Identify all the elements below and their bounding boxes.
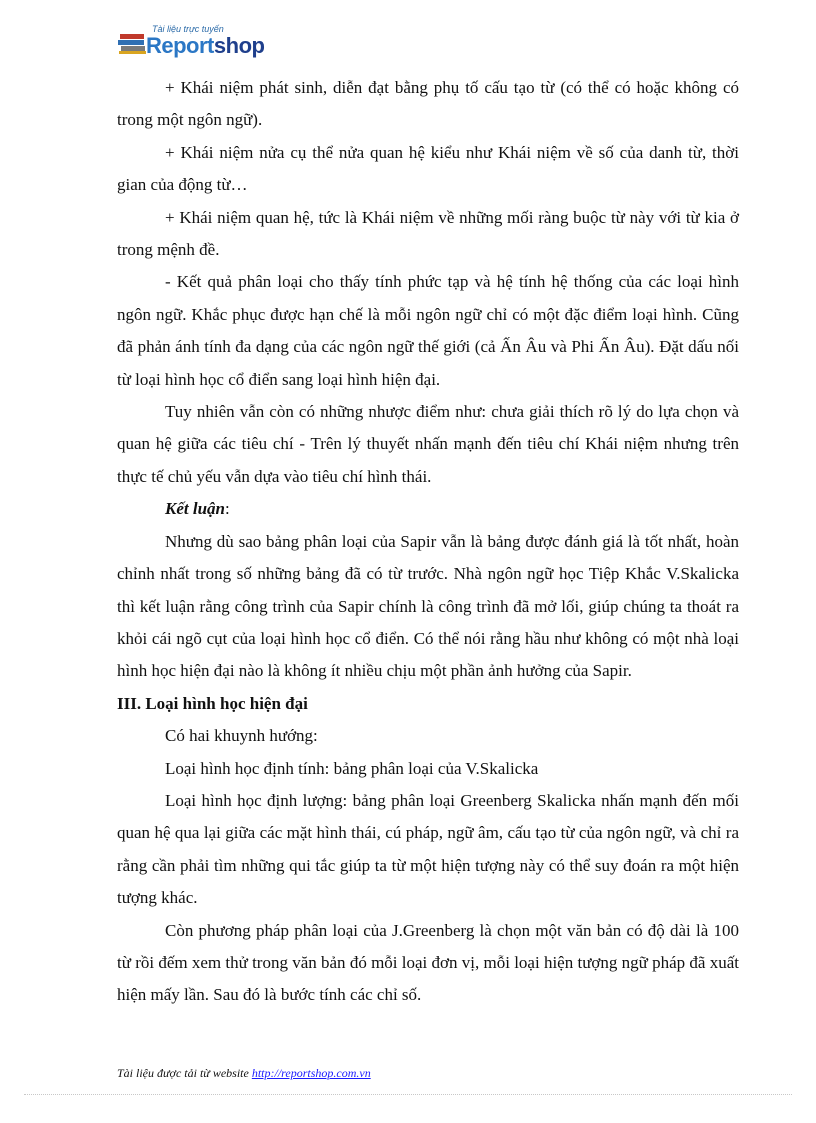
- footer-text: Tài liệu được tải từ website: [117, 1066, 252, 1080]
- footer-link[interactable]: http://reportshop.com.vn: [251, 1066, 371, 1080]
- document-body: [117, 72, 739, 1012]
- paragraph: + Khái niệm quan hệ, tức là Khái niệm về những mối ràng buộc từ này với từ kia ở trong mệnh đề.: [117, 207, 739, 260]
- conclusion-label: Kết luận: [165, 499, 225, 519]
- paragraph: Nhưng dù sao bảng phân loại của Sapir vẫn là bảng được đánh giá là tốt nhất, hoàn chỉnh nhất trong số những bảng đã có từ trước. Nhà ngôn ngữ học Tiệp Khắc V.Skalicka thì kết luận rằng công trình của Sapir chính là công trình đã mở lối, giúp chúng ta thoát ra khỏi cái ngõ cụt của loại hình học cổ điển. Có thể nói rằng hầu như không có một nhà loại hình học hiện đại nào là không ít nhiều chịu một phần ảnh hưởng của Sapir.: [117, 531, 739, 681]
- logo-brand: [146, 33, 264, 59]
- paragraph: Còn phương pháp phân loại của J.Greenberg là chọn một văn bản có độ dài là 100 từ rồi đếm xem thử trong văn bản đó mỗi loại đơn vị, mỗi loại hiện tượng ngữ pháp đã xuất hiện mấy lần. Sau đó là bước tính các chỉ số.: [117, 920, 739, 1005]
- paragraph: + Khái niệm phát sinh, diễn đạt bằng phụ tố cấu tạo từ (có thể có hoặc không có trong một ngôn ngữ).: [117, 78, 739, 130]
- conclusion-colon: :: [225, 499, 230, 519]
- logo-brand-report: Report: [146, 33, 214, 58]
- logo-brand-shop: shop: [213, 33, 265, 58]
- section-heading: III. Loại hình học hiện đại: [117, 693, 308, 713]
- footer-divider: [24, 1094, 792, 1095]
- paragraph: - Kết quả phân loại cho thấy tính phức tạp và hệ tính hệ thống của các loại hình ngôn ngữ. Khắc phục được hạn chế là mỗi ngôn ngữ chỉ có một đặc điểm loại hình. Cũng đã phản ánh tính đa dạng của các ngôn ngữ thế giới (cả Ấn Âu và Phi Ấn Âu). Đặt dấu nối từ loại hình học cổ điển sang loại hình hiện đại.: [117, 272, 739, 389]
- reportshop-logo[interactable]: [118, 24, 278, 60]
- page-footer: [117, 1066, 371, 1081]
- paragraph: Loại hình học định tính: bảng phân loại của V.Skalicka: [165, 758, 539, 778]
- paragraph: Loại hình học định lượng: bảng phân loại Greenberg Skalicka nhấn mạnh đến mối quan hệ qua lại giữa các mặt hình thái, cú pháp, ngữ âm, cấu tạo từ của ngôn ngữ, và chỉ ra rằng cần phải tìm những qui tắc giúp ta từ một hiện tượng này có thể suy đoán ra một hiện tượng khác.: [117, 790, 739, 908]
- conclusion-heading: [117, 493, 739, 525]
- logo-tagline: Tài liệu trực tuyến: [152, 24, 224, 34]
- books-icon: [118, 30, 148, 56]
- paragraph: Tuy nhiên vẫn còn có những nhược điểm như: chưa giải thích rõ lý do lựa chọn và quan hệ giữa các tiêu chí - Trên lý thuyết nhấn mạnh đến tiêu chí Khái niệm nhưng trên thực tế chủ yếu vẫn dựa vào tiêu chí hình thái.: [117, 402, 739, 486]
- paragraph: Có hai khuynh hướng:: [165, 726, 318, 746]
- paragraph: + Khái niệm nửa cụ thể nửa quan hệ kiểu như Khái niệm về số của danh từ, thời gian của động từ…: [117, 142, 739, 195]
